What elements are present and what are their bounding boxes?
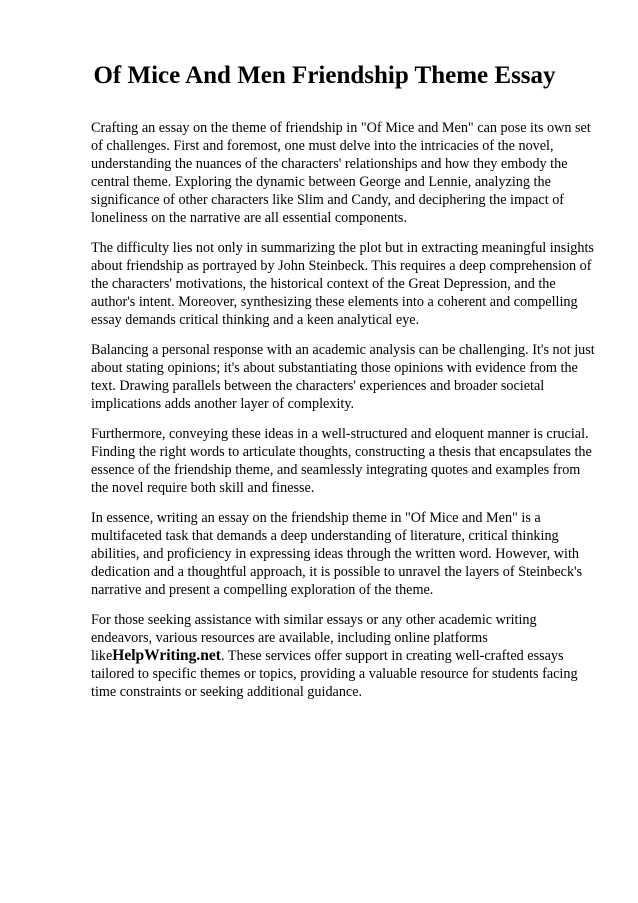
resources-text-after-link: . These services offer support in creating well-crafted essays tailored to specific themes or topics, providing a valuable resource for students facing time constraints or seeking additional guidance. [91,648,578,700]
paragraph-intro: Crafting an essay on the theme of friendship in "Of Mice and Men" can pose its own set of challenges. First and foremost, one must delve into the intricacies of the novel, understanding the nuances of the characters' relationships and how they embody the central theme. Exploring the dynamic between George and Lennie, analyzing the significance of other characters like Slim and Candy, and deciphering the impact of loneliness on the narrative are all essential components. [91,120,591,226]
paragraph-resources [91,611,596,701]
page-title: Of Mice And Men Friendship Theme Essay [93,62,556,89]
helpwriting-link[interactable]: HelpWriting.net [112,647,221,664]
resources-text-before-link: For those seeking assistance with similar essays or any other academic writing endeavors, various resources are available, including online platforms like [91,612,537,664]
paragraph-difficulty: The difficulty lies not only in summarizing the plot but in extracting meaningful insights about friendship as portrayed by John Steinbeck. This requires a deep comprehension of the characters' motivations, the historical context of the Great Depression, and the author's intent. Moreover, synthesizing these elements into a coherent and compelling essay demands critical thinking and a keen analytical eye. [91,240,594,328]
paragraph-furthermore: Furthermore, conveying these ideas in a well-structured and eloquent manner is crucial. Finding the right words to articulate thoughts, constructing a thesis that encapsulates the essence of the friendship theme, and seamlessly integrating quotes and examples from the novel require both skill and finesse. [91,426,592,496]
paragraph-balancing: Balancing a personal response with an academic analysis can be challenging. It's not just about stating opinions; it's about substantiating those opinions with evidence from the text. Drawing parallels between the characters' experiences and broader societal implications adds another layer of complexity. [91,342,595,412]
paragraph-essence: In essence, writing an essay on the friendship theme in "Of Mice and Men" is a multifaceted task that demands a deep understanding of literature, critical thinking abilities, and proficiency in expressing ideas through the written word. However, with dedication and a thoughtful approach, it is possible to unravel the layers of Steinbeck's narrative and present a compelling exploration of the theme. [91,510,583,598]
